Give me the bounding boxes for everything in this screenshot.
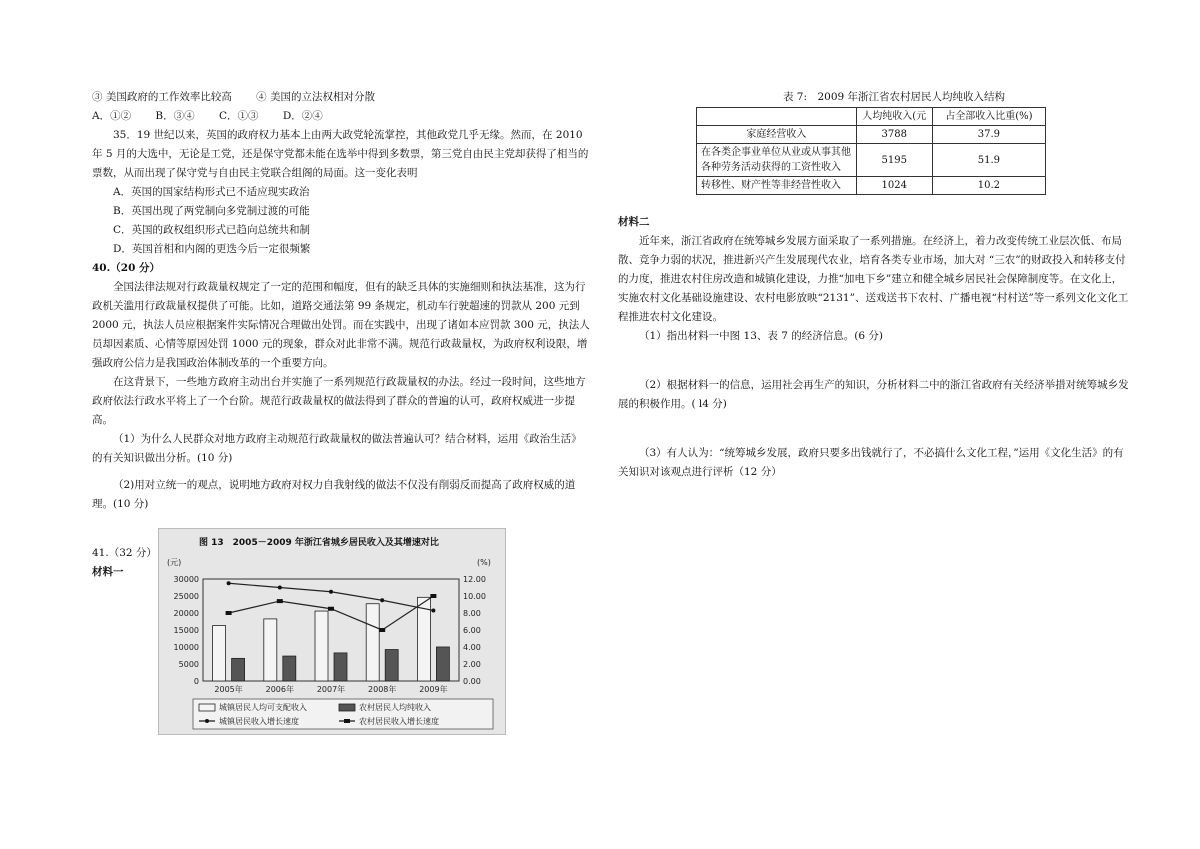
q40-subquestion-1: （1）为什么人民群众对地方政府主动规范行政裁量权的做法普遍认可？结合材料，运用《政治生活》的有关知识做出分析。(10 分): [92, 433, 582, 464]
y-left-tick-label: 5000: [178, 660, 199, 669]
q41-heading: 41.（32 分）: [92, 547, 157, 559]
table-cell-income: 1024: [856, 177, 932, 195]
chart-point: [278, 586, 282, 590]
material-two-heading: 材料二: [618, 216, 650, 228]
legend-marker: [344, 719, 350, 723]
material-one-heading: 材料一: [92, 566, 124, 578]
y-left-tick-label: 0: [193, 677, 199, 686]
chart-point: [380, 598, 384, 602]
q35-option-a: A．英国的国家结构形式已不适应现实政治: [113, 186, 310, 198]
chart-bar: [334, 653, 347, 681]
y-right-tick-label: 0.00: [463, 677, 481, 686]
q40-paragraph-2: 在这背景下，一些地方政府主动出台并实施了一系列规范行政裁量权的办法。经过一段时间，这些地方政府依法行政水平将上了一个台阶。规范行政裁量权的做法得到了群众的普遍的认可，政府权威进一步提高。: [92, 376, 586, 426]
table-cell-income: 5195: [856, 144, 932, 177]
x-tick-label: 2007年: [316, 685, 346, 694]
y-right-tick-label: 8.00: [463, 609, 481, 618]
y-right-tick-label: 2.00: [463, 660, 481, 669]
table-cell-item: 在各类企事业单位从业或从事其他各种劳务活动获得的工资性收入: [697, 144, 857, 177]
income-structure-table: [696, 107, 1046, 195]
q41-subquestion-1: （1）指出材料一中图 13、表 7 的经济信息。(6 分): [639, 330, 883, 342]
table-row: [697, 144, 1046, 177]
chart-point: [329, 590, 333, 594]
chart-point: [227, 581, 231, 585]
q35-text: 35．19 世纪以来，英国的政府权力基本上由两大政党轮流掌控，其他政党几乎无缘。然而，在 2010 年 5 月的大选中，无论是工党，还是保守党都未能在选举中得到多数票，第三党自由民主党却获得了相当的票数，从而出现了保守党与自由民主党联合组阁的局面。这一变化表明: [92, 129, 589, 179]
table-cell-item: 家庭经营收入: [697, 126, 857, 144]
material-two-text: 近年来，浙江省政府在统筹城乡发展方面采取了一系列措施。在经济上，着力改变传统工业层次低、布局散、竞争力弱的状况，推进新兴产生发展现代农业，培育各类专业市场，加大对 “三农”的财政投入和转移支付的力度，推进农村住房改造和城镇化建设，力推“加电下乡”建立和健全城乡居民社会保障制度等。在文化上，实施农村文化基础设施建设、农村电影放映“2131”、送戏送书下农村、广播电视“村村送”等一系列文化文化工程推进农村文化建设。: [618, 235, 1129, 323]
y-right-unit: (%): [477, 558, 491, 567]
x-tick-label: 2005年: [214, 685, 243, 694]
chart-line: [229, 596, 434, 630]
legend-label: 农村居民人均纯收入: [359, 703, 431, 712]
y-left-tick-label: 30000: [173, 575, 199, 584]
table-header-cell: 占全部收入比重(%): [932, 108, 1045, 126]
legend-label: 城镇居民收入增长速度: [219, 717, 299, 726]
table-cell-item: 转移性、财产性等非经营性收入: [697, 177, 857, 195]
chart-point: [379, 628, 385, 632]
y-left-tick-label: 25000: [173, 592, 199, 601]
chart-bar: [213, 626, 226, 681]
q35-option-d: D．英国首相和内阁的更迭今后一定很频繁: [113, 243, 311, 255]
q41-subquestion-3: （3）有人认为：“统筹城乡发展，政府只要多出钱就行了，不必搞什么文化工程，”运用《文化生活》的有关知识对该观点进行评析（12 分）: [618, 447, 1124, 478]
chart-bar: [436, 647, 449, 681]
q40-paragraph-1: 全国法律法规对行政裁量权规定了一定的范围和幅度，但有的缺乏具体的实施细则和执法基准，这为行政机关滥用行政裁量权提供了可能。比如，道路交通法第 99 条规定，机动车行驶超速的罚款从 200 元到 2000 元，执法人员应根据案件实际情况合理做出处罚。而在实践中，出现了诸如本应罚款 300 元，执法人员却因素质、心情等原因处罚 1000 元的现象，群众对此非常不满。规范行政裁量权，为政府权利设限，增强政府公信力是我国政治体制改革的一个重要方向。: [92, 281, 590, 369]
chart-bar: [385, 650, 398, 681]
chart-point: [430, 594, 436, 598]
legend-swatch: [199, 704, 215, 711]
left-column: [92, 88, 592, 582]
chart-point: [431, 608, 435, 612]
y-right-tick-label: 4.00: [463, 643, 481, 652]
table-header-cell: 人均纯收入(元: [856, 108, 932, 126]
x-tick-label: 2008年: [368, 685, 397, 694]
chart-bar: [283, 656, 296, 681]
table-7-caption: 表 7: 2009 年浙江省农村居民人均纯收入结构: [782, 91, 1006, 103]
chart-point: [328, 607, 334, 611]
chart-point: [226, 611, 232, 615]
legend-label: 农村居民收入增长速度: [359, 717, 439, 726]
q35-option-b: B．英国出现了两党制向多党制过渡的可能: [113, 205, 310, 217]
q40-heading: 40.（20 分）: [92, 262, 161, 274]
table-row: [697, 126, 1046, 144]
chart-bar: [264, 619, 277, 681]
x-tick-label: 2006年: [265, 685, 294, 694]
legend-swatch: [339, 704, 355, 711]
chart-bar: [315, 611, 328, 681]
q34-options-line2: A．①② B．③④ C．①③ D．②④: [92, 110, 323, 122]
chart-svg: [159, 529, 505, 734]
y-left-tick-label: 20000: [173, 609, 199, 618]
table-header-row: [697, 108, 1046, 126]
table-header-cell: [697, 108, 857, 126]
chart-bar: [232, 658, 245, 681]
x-tick-label: 2009年: [419, 685, 448, 694]
legend-marker: [205, 719, 209, 723]
table-row: [697, 177, 1046, 195]
table-cell-share: 37.9: [932, 126, 1045, 144]
q40-subquestion-2: （2)用对立统一的观点，说明地方政府对权力自我射线的做法不仅没有削弱反而提高了政府权威的道理。(10 分): [92, 479, 576, 510]
table-cell-share: 10.2: [932, 177, 1045, 195]
right-column: [618, 88, 1130, 482]
y-right-tick-label: 10.00: [463, 592, 486, 601]
y-left-tick-label: 15000: [173, 626, 199, 635]
y-left-unit: (元): [167, 558, 182, 567]
chart-bar: [366, 604, 379, 681]
y-right-tick-label: 12.00: [463, 575, 486, 584]
legend-label: 城镇居民人均可支配收入: [219, 703, 307, 712]
q35-option-c: C．英国的政权组织形式已趋向总统共和制: [113, 224, 311, 236]
table-cell-share: 51.9: [932, 144, 1045, 177]
chart-point: [277, 599, 283, 603]
q34-options-line1: ③ 美国政府的工作效率比较高 ④ 美国的立法权相对分散: [92, 91, 376, 103]
chart-title: 图 13 2005－2009 年浙江省城乡居民收入及其增速对比: [199, 538, 439, 548]
y-right-tick-label: 6.00: [463, 626, 481, 635]
table-cell-income: 3788: [856, 126, 932, 144]
figure-13-chart: [158, 528, 506, 735]
q41-subquestion-2: （2）根据材料一的信息，运用社会再生产的知识，分析材料二中的浙江省政府有关经济举措对统筹城乡发展的积极作用。( l4 分): [618, 379, 1129, 410]
y-left-tick-label: 10000: [173, 643, 199, 652]
